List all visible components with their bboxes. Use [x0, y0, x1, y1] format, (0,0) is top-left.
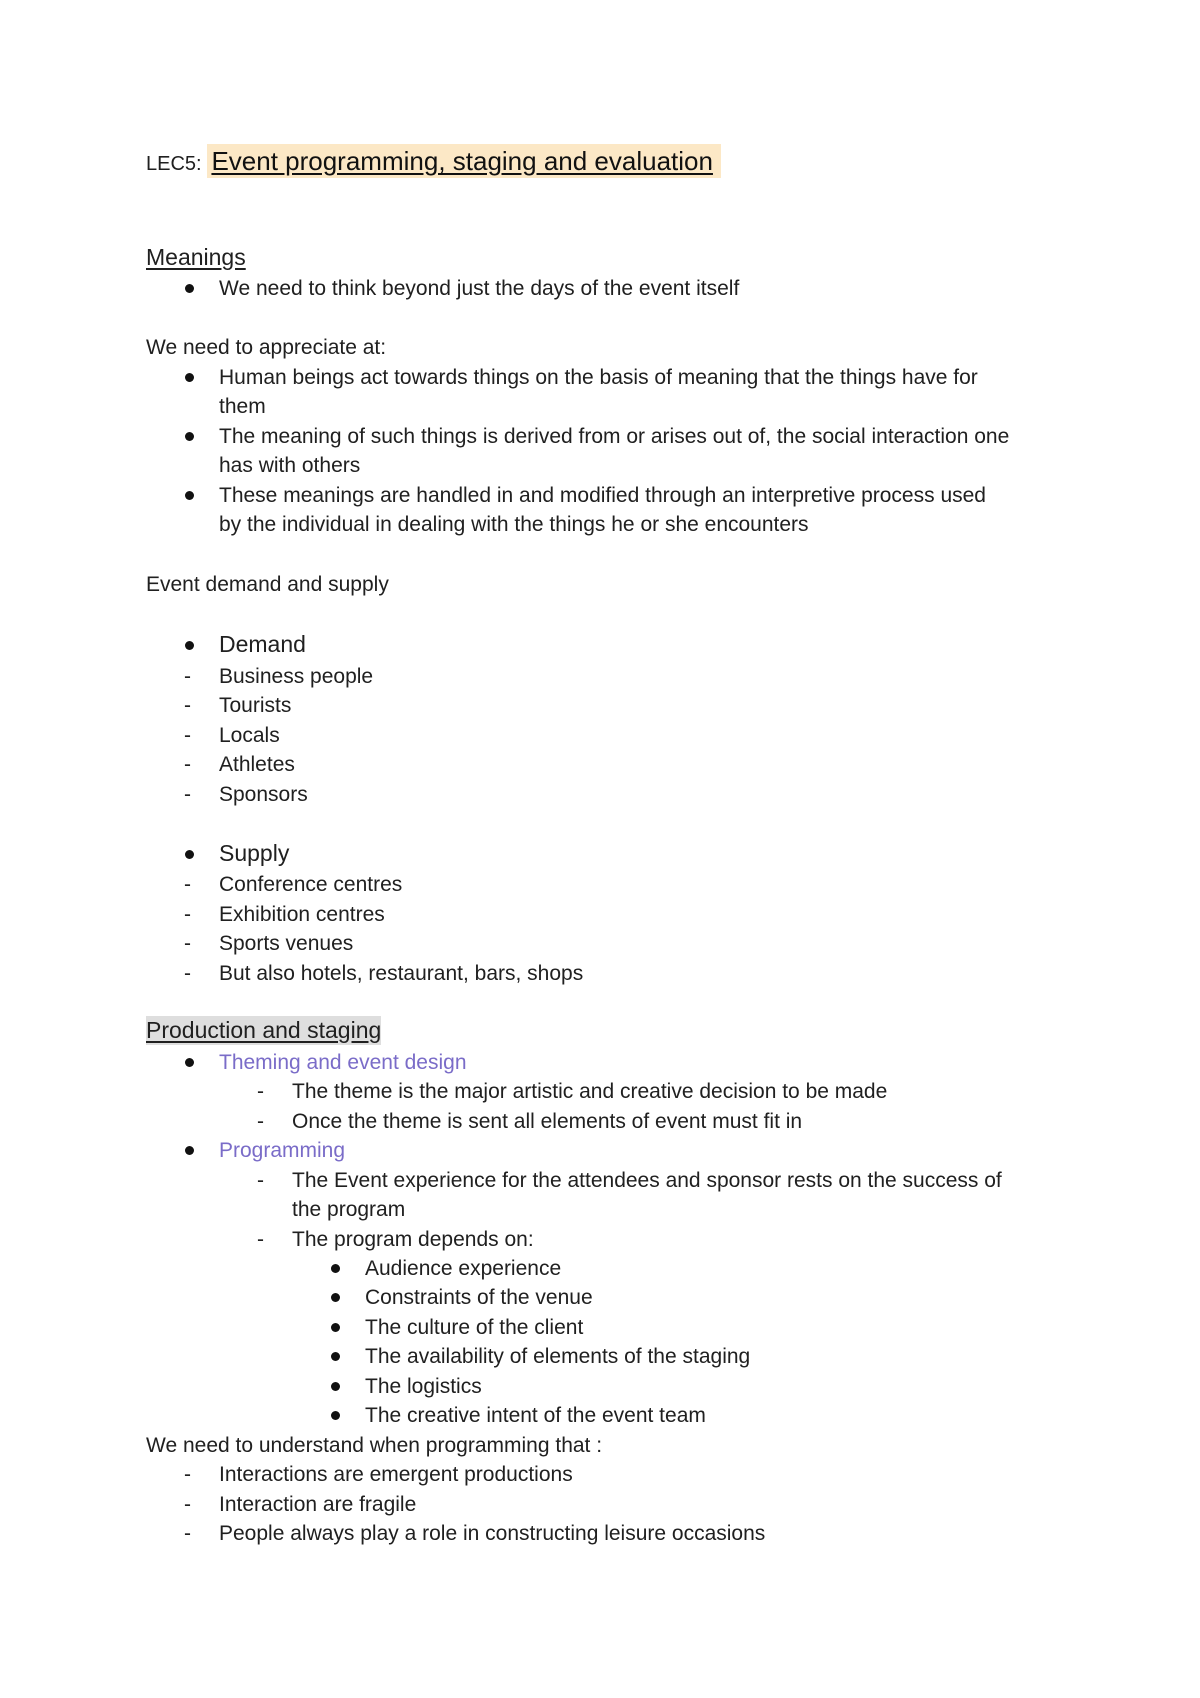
list-item: Human beings act towards things on the basis of meaning that the things have for [219, 366, 978, 389]
list-item: The program depends on: [292, 1228, 534, 1251]
bullet-icon [185, 432, 194, 441]
bullet-icon [331, 1323, 340, 1332]
list-item: Conference centres [219, 873, 403, 896]
list-item: Interactions are emergent productions [219, 1463, 573, 1486]
bullet-icon [185, 373, 194, 382]
section-heading-production: Production and staging [146, 1017, 382, 1043]
list-item: Tourists [219, 694, 292, 717]
paragraph-appreciate: We need to appreciate at: [146, 336, 387, 359]
list-item: But also hotels, restaurant, bars, shops [219, 962, 584, 985]
dash-marker: - [184, 783, 191, 806]
list-item: The culture of the client [365, 1316, 584, 1339]
list-item: These meanings are handled in and modified through an interpretive process used [219, 484, 986, 507]
lecture-number: LEC5: [146, 153, 202, 175]
list-item-continuation: by the individual in dealing with the things he or she encounters [219, 513, 809, 536]
paragraph-understand: We need to understand when programming that : [146, 1434, 603, 1457]
bullet-icon [185, 850, 194, 859]
list-item: The creative intent of the event team [365, 1404, 706, 1427]
dash-marker: - [184, 724, 191, 747]
dash-marker: - [184, 903, 191, 926]
programming-label: Programming [219, 1139, 346, 1162]
document-title [146, 147, 721, 179]
list-item: People always play a role in constructing leisure occasions [219, 1522, 766, 1545]
supply-label: Supply [219, 840, 290, 866]
bullet-icon [185, 491, 194, 500]
list-item: Sponsors [219, 783, 308, 806]
dash-marker: - [184, 753, 191, 776]
dash-marker: - [184, 1493, 191, 1516]
list-item: Business people [219, 665, 374, 688]
dash-marker: - [257, 1169, 264, 1192]
list-item: The Event experience for the attendees and sponsor rests on the success of [292, 1169, 1002, 1192]
list-item: The logistics [365, 1375, 482, 1398]
list-item: Sports venues [219, 932, 354, 955]
dash-marker: - [184, 694, 191, 717]
bullet-icon [185, 1146, 194, 1155]
list-item: Locals [219, 724, 280, 747]
bullet-icon [185, 284, 194, 293]
list-item: The theme is the major artistic and creative decision to be made [292, 1080, 888, 1103]
dash-marker: - [184, 873, 191, 896]
list-item: The availability of elements of the staging [365, 1345, 751, 1368]
bullet-icon [331, 1352, 340, 1361]
list-item-continuation: them [219, 395, 266, 418]
dash-marker: - [257, 1228, 264, 1251]
list-item: Athletes [219, 753, 295, 776]
paragraph-demand-supply: Event demand and supply [146, 573, 389, 596]
dash-marker: - [184, 962, 191, 985]
bullet-icon [331, 1382, 340, 1391]
demand-label: Demand [219, 631, 306, 657]
lecture-title: Event programming, staging and evaluation [207, 144, 721, 178]
list-item: Interaction are fragile [219, 1493, 417, 1516]
list-item: The meaning of such things is derived from or arises out of, the social interaction one [219, 425, 1010, 448]
section-heading-meanings: Meanings [146, 244, 246, 270]
dash-marker: - [257, 1110, 264, 1133]
dash-marker: - [257, 1080, 264, 1103]
list-item: Once the theme is sent all elements of event must fit in [292, 1110, 803, 1133]
bullet-icon [185, 1058, 194, 1067]
bullet-icon [185, 641, 194, 650]
bullet-icon [331, 1293, 340, 1302]
dash-marker: - [184, 932, 191, 955]
list-item: Constraints of the venue [365, 1286, 593, 1309]
dash-marker: - [184, 1522, 191, 1545]
dash-marker: - [184, 665, 191, 688]
bullet-icon [331, 1411, 340, 1420]
bullet-icon [331, 1264, 340, 1273]
list-item-continuation: the program [292, 1198, 406, 1221]
list-item: Exhibition centres [219, 903, 385, 926]
list-item: We need to think beyond just the days of the event itself [219, 277, 740, 300]
list-item: Audience experience [365, 1257, 562, 1280]
dash-marker: - [184, 1463, 191, 1486]
list-item-continuation: has with others [219, 454, 361, 477]
theming-label: Theming and event design [219, 1051, 467, 1074]
